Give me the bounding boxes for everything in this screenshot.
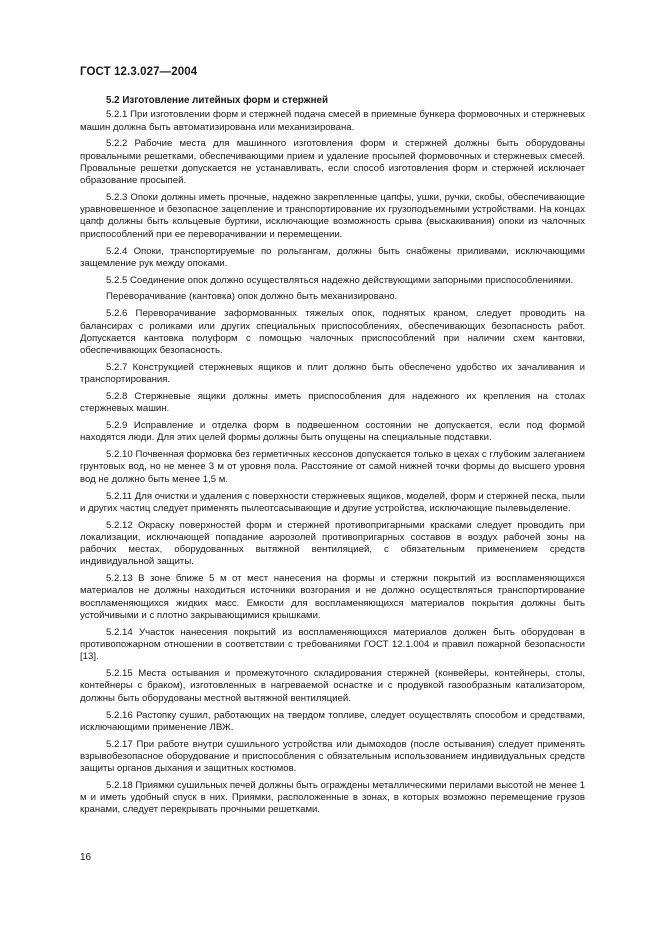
paragraph: 5.2.8 Стержневые ящики должны иметь приспособления для надежного их крепления на столах стержневых машин. [80,391,585,415]
paragraph: 5.2.15 Места остывания и промежуточного складирования стержней (конвейеры, контейнеры, столы, контейнеры с браком), изготовленных в нагреваемой оснастке и с продувкой газообразным катализатором, должны быть оборудованы местной вытяжной вентиляцией. [80,668,585,704]
paragraph: 5.2.7 Конструкцией стержневых ящиков и плит должно быть обеспечено удобство их зачаливания и транспортирования. [80,361,585,386]
page-number: 16 [80,852,92,863]
paragraph: 5.2.11 Для очистки и удаления с поверхности стержневых ящиков, моделей, форм и стержней песка, пыли и других частиц следует применять пылеотсасывающие и другие устройства, исключающие пылевыделение. [80,490,585,514]
paragraph: 5.2.2 Рабочие места для машинного изготовления форм и стержней должны быть оборудованы провальными решетками, обеспечивающими прием и удаление просыпей формовочных и стержневых смесей. Провальные решетки допускается не устанавливать, если способ изготовления форм и стержней исключает образование просыпей. [80,138,585,187]
paragraph: 5.2.17 При работе внутри сушильного устройства или дымоходов (после остывания) следует применять взрывобезопасное оборудование и приспособления с обязательным использованием индивидуальных средств защиты органов дыхания и защитных костюмов. [80,738,585,775]
paragraph: 5.2.4 Опоки, транспортируемые по рольгангам, должны быть снабжены приливами, исключающими защемление рук между опоками. [80,245,585,269]
paragraph: 5.2.10 Почвенная формовка без герметичных кессонов допускается только в цехах с глубоким залеганием грунтовых вод, но не менее 3 м от уровня пола. Расстояние от самой нижней точки формы до высшего уровня вод не должно быть менее 1,5 м. [80,449,585,485]
paragraph: 5.2.13 В зоне ближе 5 м от мест нанесения на формы и стержни покрытий из воспламеняющихся материалов не должны находиться источники возгорания и не должно осуществляться транспортирование воспламеняющихся жидких масс. Емкости для воспламеняющихся материалов покрытия должны быть устойчивыми и с плотно закрывающимися крышками. [80,573,585,621]
paragraph: 5.2.3 Опоки должны иметь прочные, надежно закрепленные цапфы, ушки, ручки, скобы, обеспечивающие уравновешенное и безопасное зацепление и транспортирование их грузоподъемными устройствами. На концах цапф должны быть кольцевые буртики, исключающие возможность срыва (выскакивания) опоки из чалочных приспособлений при ее переворачивании и перемещении. [80,191,585,240]
paragraph: 5.2.1 При изготовлении форм и стержней подача смесей в приемные бункера формовочных и стержневых машин должна быть автоматизирована или механизирована. [80,109,585,133]
document-body [80,95,585,821]
paragraph: 5.2.14 Участок нанесения покрытий из воспламеняющихся материалов должен быть оборудован в противопожарном отношении в соответствии с требованиями ГОСТ 12.1.004 и правил пожарной безопасности [13]. [80,626,585,663]
paragraph: 5.2.9 Исправление и отделка форм в подвешенном состоянии не допускается, если под формой находятся люди. Для этих целей формы должны быть опущены на специальные подставки. [80,420,585,444]
document-header: ГОСТ 12.3.027—2004 [80,66,198,78]
paragraph: 5.2.6 Переворачивание заформованных тяжелых опок, поднятых краном, следует проводить на балансирах с роликами или других специальных приспособлениях, обеспечивающих безопасность работ. Допускается кантовка полуформ с помощью чалочных приспособлений при наличии схем кантовки, обеспечивающих безопасность. [80,308,585,357]
paragraph: 5.2.18 Приямки сушильных печей должны быть ограждены металлическими перилами высотой не менее 1 м и иметь удобный спуск в них. Приямки, расположенные в зонах, в которых возможно перемещение грузов кранами, следует перекрывать прочными решетками. [80,779,585,816]
paragraph: 5.2.5 Соединение опок должно осуществляться надежно действующими запорными приспособлениями. [106,274,574,286]
paragraph: 5.2.12 Окраску поверхностей форм и стержней противопригарными красками следует проводить при локализации, исключающей попадание аэрозолей противопригарных составов в воздух рабочей зоны на рабочих местах, оборудованных вытяжной вентиляцией, с обязательным применением средств индивидуальной защиты. [80,519,585,568]
paragraph: 5.2.16 Растопку сушил, работающих на твердом топливе, следует осуществлять способом и средствами, исключающими применение ЛВЖ. [80,709,585,733]
paragraph: Переворачивание (кантовка) опок должно быть механизировано. [106,291,398,303]
section-heading: 5.2 Изготовление литейных форм и стержней [106,95,328,106]
